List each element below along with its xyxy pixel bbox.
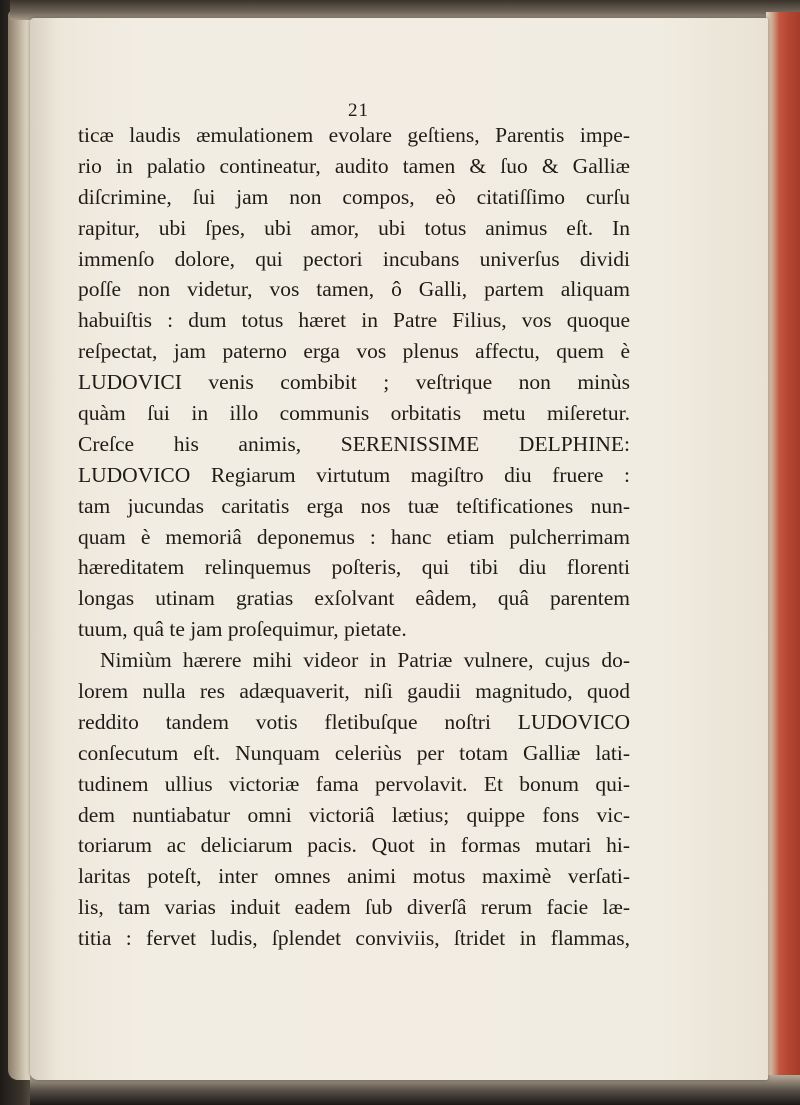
text-line: dem nuntiabatur omni victoriâ lætius; quippe fons vic- bbox=[78, 802, 630, 827]
text-line: tudinem ullius victoriæ fama pervolavit. Et bonum qui- bbox=[78, 771, 630, 796]
text-line: habuiſtis : dum totus hæret in Patre Filius, vos quoque bbox=[78, 308, 630, 333]
text-line: conſecutum eſt. Nunquam celeriùs per totam Galliæ lati- bbox=[78, 740, 630, 765]
text-line: lorem nulla res adæquaverit, niſi gaudii magnitudo, quod bbox=[78, 679, 630, 704]
text-line: rapitur, ubi ſpes, ubi amor, ubi totus animus eſt. In bbox=[78, 215, 630, 240]
text-line: Creſce his animis, SERENISSIME DELPHINE: bbox=[78, 431, 630, 456]
text-line: LUDOVICO Regiarum virtutum magiſtro diu fruere : bbox=[78, 462, 630, 487]
page-fore-edge bbox=[766, 12, 800, 1092]
text-line: poſſe non videtur, vos tamen, ô Galli, partem aliquam bbox=[78, 277, 630, 302]
text-line: lis, tam varias induit eadem ſub diverſâ rerum facie læ- bbox=[78, 895, 630, 920]
text-line: reſpectat, jam paterno erga vos plenus affectu, quem è bbox=[78, 339, 630, 364]
text-line: toriarum ac deliciarum pacis. Quot in formas mutari hi- bbox=[78, 833, 630, 858]
text-line-paragraph-end: tuum, quâ te jam proſequimur, pietate. bbox=[78, 617, 407, 642]
text-line: quam è memoriâ deponemus : hanc etiam pulcherrimam bbox=[78, 524, 630, 549]
text-line: longas utinam gratias exſolvant eâdem, quâ parentem bbox=[78, 586, 630, 611]
text-line: laritas poteſt, inter omnes animi motus maximè verſati- bbox=[78, 864, 630, 889]
text-line: immenſo dolore, qui pectori incubans univerſus dividi bbox=[78, 246, 630, 271]
text-line: tam jucundas caritatis erga nos tuæ teſtificationes nun- bbox=[78, 493, 630, 518]
book-page bbox=[30, 18, 768, 1080]
text-line: diſcrimine, ſui jam non compos, eò citatiſſimo curſu bbox=[78, 184, 630, 209]
text-line: rio in palatio contineatur, audito tamen & ſuo & Galliæ bbox=[78, 153, 630, 178]
body-text bbox=[78, 120, 630, 954]
text-line: ticæ laudis æmulationem evolare geſtiens, Parentis impe- bbox=[78, 123, 630, 147]
text-line: titia : fervet ludis, ſplendet conviviis, ſtridet in flammas, bbox=[78, 926, 630, 951]
text-line: reddito tandem votis fletibuſque noſtri LUDOVICO bbox=[78, 709, 630, 734]
page-number: 21 bbox=[348, 100, 369, 121]
text-line: quàm ſui in illo communis orbitatis metu miſeretur. bbox=[78, 401, 630, 426]
book-top-edge bbox=[10, 0, 800, 20]
text-line-paragraph-start: Nimiùm hærere mihi videor in Patriæ vulnere, cujus do- bbox=[100, 648, 630, 673]
text-line: LUDOVICI venis combibit ; veſtrique non minùs bbox=[78, 370, 630, 395]
text-line: hæreditatem relinquemus poſteris, qui tibi diu florenti bbox=[78, 555, 630, 580]
